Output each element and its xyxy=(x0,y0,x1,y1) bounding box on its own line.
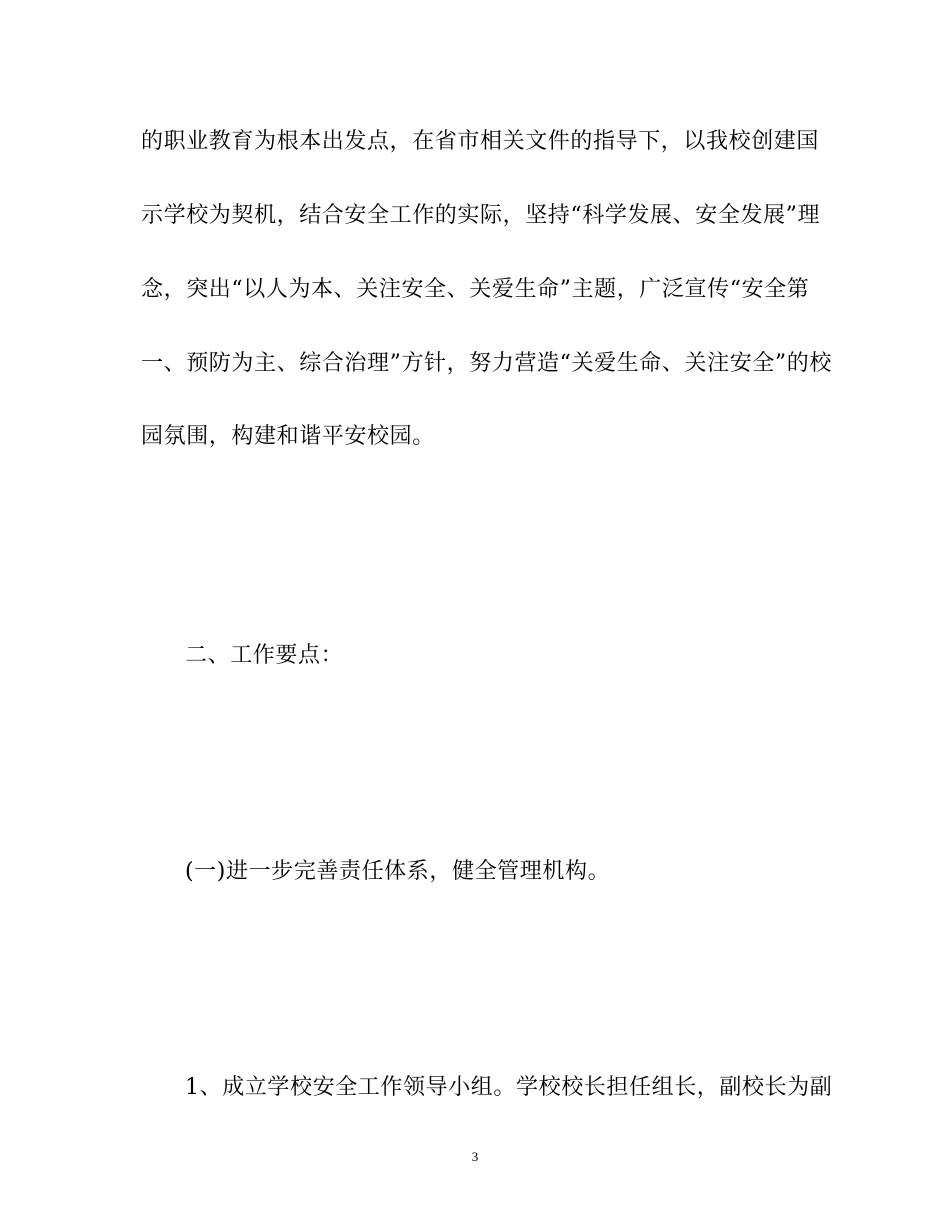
body-text-line-2: 示学校为契机，结合安全工作的实际，坚持“科学发展、安全发展”理 xyxy=(141,203,821,228)
list-item-line: 1、成立学校安全工作领导小组。学校校长担任组长，副校长为副 xyxy=(185,1075,833,1100)
body-text-line-1: 的职业教育为根本出发点，在省市相关文件的指导下，以我校创建国 xyxy=(141,129,820,154)
body-text-line-3: 念，突出“以人为本、关注安全、关爱生命”主题，广泛宣传“安全第 xyxy=(141,277,810,302)
subsection-heading: (一)进一步完善责任体系，健全管理机构。 xyxy=(185,859,611,884)
section-heading: 二、工作要点： xyxy=(185,643,344,668)
body-text-line-4: 一、预防为主、综合治理”方针，努力营造“关爱生命、关注安全”的校 xyxy=(141,351,832,376)
page-number: 3 xyxy=(471,1149,479,1164)
body-text-line-5: 园氛围，构建和谐平安校园。 xyxy=(141,424,435,449)
